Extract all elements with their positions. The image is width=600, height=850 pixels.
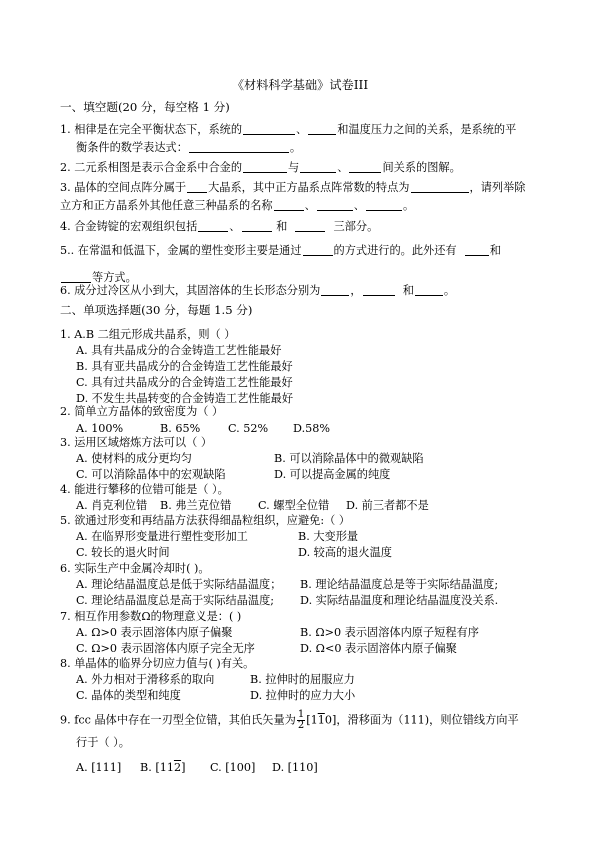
s2-q5-option-c: C. 较长的退火时间 — [76, 546, 170, 559]
s1-q6-text: 和 — [402, 284, 414, 297]
s1-q1-text: 。 — [289, 141, 302, 154]
s2-q6-stem: 6. 实际生产中金属冷却时( )。 — [60, 562, 210, 575]
s1-q3-text: 。 — [402, 199, 415, 212]
s1-q2 — [60, 160, 461, 176]
blank — [295, 219, 325, 232]
s2-q9-vector: [1 — [306, 713, 318, 727]
s1-q5-line1 — [60, 243, 501, 259]
s1-q2-text: 、 — [337, 161, 349, 174]
s1-q6 — [60, 283, 455, 299]
s2-q9-text: 9. fcc 晶体中存在一刃型全位错，其伯氏矢量为 — [60, 713, 296, 727]
s2-q3-stem: 3. 运用区域熔炼方法可以（ ） — [60, 436, 213, 449]
s1-q1-line1 — [60, 122, 516, 138]
s2-q5-option-d: D. 较高的退火温度 — [298, 546, 392, 559]
s2-q7-stem: 7. 相互作用参数Ω的物理意义是：( ) — [60, 610, 242, 623]
s1-q4-text: 4. 合金铸锭的宏观组织包括 — [60, 220, 198, 233]
s2-q2-stem: 2. 简单立方晶体的致密度为（ ） — [60, 405, 224, 418]
s1-q2-text: 与 — [288, 161, 300, 174]
blank — [243, 160, 287, 173]
s2-q9-vector: 0] — [324, 713, 337, 727]
s2-q9-option-b-bar: 2 — [173, 761, 182, 774]
s2-q4-option-c: C. 螺型全位错 — [258, 499, 330, 512]
s1-q1-text: 衡条件的数学表达式： — [76, 141, 188, 154]
s1-q1-line2 — [76, 140, 301, 156]
s2-q9-option-c: C. [100] — [210, 761, 256, 774]
s2-q6-option-a: A. 理论结晶温度总是低于实际结晶温度； — [76, 578, 282, 591]
s1-q5-text: 等方式。 — [92, 271, 137, 284]
s1-q3-line2 — [60, 198, 414, 214]
s2-q1-option-a: A. 具有共晶成分的合金铸造工艺性能最好 — [76, 344, 282, 357]
s2-q9-option-a: A. [111] — [76, 761, 122, 774]
s2-q5-option-b: B. 大变形量 — [298, 530, 359, 543]
blank — [411, 180, 469, 193]
s2-q9-stem-line1 — [60, 710, 519, 731]
s2-q1-option-c: C. 具有过共晶成分的合金铸造工艺性能最好 — [76, 376, 293, 389]
s1-q2-text: 间关系的图解。 — [382, 161, 461, 174]
s2-q4-option-d: D. 前三者都不是 — [346, 499, 429, 512]
s2-q8-stem: 8. 单晶体的临界分切应力值与( )有关。 — [60, 657, 255, 670]
s2-q6-option-d: D. 实际结晶温度和理论结晶温度没关系. — [300, 594, 499, 607]
s2-q3-option-d: D. 可以提高金属的纯度 — [274, 468, 391, 481]
s1-q3-text: 、 — [304, 199, 316, 212]
blank — [242, 219, 272, 232]
s2-q4-option-b: B. 弗兰克位错 — [160, 499, 232, 512]
s2-q2-option-a: A. 100% — [76, 422, 124, 435]
s2-q1-option-d: D. 不发生共晶转变的合金铸造工艺性能最好 — [76, 392, 294, 405]
s1-q3-text: ，请列举除 — [469, 181, 526, 194]
s2-q9-option-b-text: ] — [181, 761, 186, 774]
blank — [465, 243, 489, 256]
s2-q4-stem: 4. 能进行攀移的位错可能是（ ）。 — [60, 483, 229, 496]
s1-q6-text: 6. 成分过冷区从小到大，其固溶体的生长形态分别为 — [60, 284, 321, 297]
exam-title: 《材料科学基础》试卷III — [231, 78, 369, 92]
s2-q9-option-d: D. [110] — [272, 761, 318, 774]
s1-q4-text: 、 — [229, 220, 241, 233]
blank — [363, 283, 395, 296]
s2-q4-option-a: A. 肖克利位错 — [76, 499, 148, 512]
s2-q3-option-a: A. 使材料的成分更均匀 — [76, 452, 192, 465]
blank — [300, 160, 336, 173]
s1-q4-text: 三部分。 — [333, 220, 379, 233]
s1-q5-text: 5.. 在常温和低温下，金属的塑性变形主要是通过 — [60, 244, 302, 257]
s1-q6-text: 。 — [443, 284, 456, 297]
s2-q3-option-b: B. 可以消除晶体中的微观缺陷 — [274, 452, 424, 465]
section1-heading: 一、填空题(20 分，每空格 1 分) — [60, 100, 230, 114]
s2-q3-option-c: C. 可以消除晶体中的宏观缺陷 — [76, 468, 226, 481]
s1-q1-text: 1. 相律是在完全平衡状态下，系统的 — [60, 123, 243, 136]
s1-q2-text: 2. 二元系相图是表示合金系中合金的 — [60, 161, 243, 174]
blank — [317, 198, 353, 211]
s1-q3-text: 立方和正方晶系外其他任意三种晶系的名称 — [60, 199, 273, 212]
s2-q6-option-b: B. 理论结晶温度总是等于实际结晶温度; — [300, 578, 499, 591]
blank — [321, 283, 349, 296]
s2-q2-option-b: B. 65% — [160, 422, 201, 435]
s2-q9-stem-line2: 行于（ ）。 — [76, 736, 130, 749]
s1-q3-text: 大晶系，其中正方晶系点阵常数的特点为 — [208, 181, 410, 194]
s1-q3-text: 3. 晶体的空间点阵分属于 — [60, 181, 187, 194]
fraction-denominator: 2 — [297, 720, 305, 731]
s1-q4-text: 和 — [276, 220, 288, 233]
s1-q5-text: 和 — [489, 244, 501, 257]
blank — [198, 219, 228, 232]
s2-q9-vector-bar: 1 — [317, 713, 325, 727]
s2-q1-option-b: B. 具有亚共晶成分的合金铸造工艺性能最好 — [76, 360, 293, 373]
s1-q4 — [60, 219, 378, 235]
s1-q3-line1 — [60, 180, 525, 196]
blank — [61, 270, 91, 283]
s2-q5-option-a: A. 在临界形变量进行塑性变形加工 — [76, 530, 248, 543]
blank — [303, 243, 333, 256]
blank — [308, 122, 336, 135]
s1-q3-text: 、 — [353, 199, 365, 212]
section2-heading: 二、单项选择题(30 分，每题 1.5 分) — [60, 303, 253, 317]
s1-q1-text: 和温度压力之间的关系，是系统的平 — [337, 123, 517, 136]
s2-q9-text: ，滑移面为（111)，则位错线方向平 — [336, 713, 519, 727]
s2-q7-option-c: C. Ω>0 表示固溶体内原子完全无序 — [76, 642, 255, 655]
fraction-numerator: 1 — [297, 709, 305, 720]
burgers-fraction — [297, 710, 305, 731]
blank — [349, 160, 381, 173]
blank — [415, 283, 443, 296]
blank — [274, 198, 304, 211]
s1-q5-text: 的方式进行的。此外还有 — [333, 244, 457, 257]
s2-q7-option-d: D. Ω<0 表示固溶体内原子偏聚 — [300, 642, 457, 655]
s2-q6-option-c: C. 理论结晶温度总是高于实际结晶温度; — [76, 594, 275, 607]
s2-q9-option-b-text: B. [11 — [140, 761, 174, 774]
blank — [187, 180, 207, 193]
s2-q8-option-b: B. 拉伸时的屈服应力 — [250, 673, 355, 686]
s1-q6-text: ， — [350, 284, 362, 297]
s1-q1-text: 、 — [296, 123, 308, 136]
s2-q8-option-c: C. 晶体的类型和纯度 — [76, 689, 181, 702]
blank — [243, 122, 295, 135]
s2-q2-option-d: D.58% — [293, 422, 330, 435]
blank — [189, 140, 289, 153]
s2-q5-stem: 5. 欲通过形变和再结晶方法获得细晶粒组织，应避免:（ ） — [60, 514, 351, 527]
s2-q9-option-b — [140, 760, 185, 776]
s2-q1-stem: 1. A.B 二组元形成共晶系，则（ ） — [60, 328, 236, 341]
s2-q2-option-c: C. 52% — [228, 422, 269, 435]
s2-q8-option-a: A. 外力相对于滑移系的取向 — [76, 673, 215, 686]
s2-q8-option-d: D. 拉伸时的应力大小 — [250, 689, 356, 702]
blank — [366, 198, 402, 211]
s2-q7-option-a: A. Ω>0 表示固溶体内原子偏聚 — [76, 626, 233, 639]
s2-q7-option-b: B. Ω>0 表示固溶体内原子短程有序 — [300, 626, 479, 639]
